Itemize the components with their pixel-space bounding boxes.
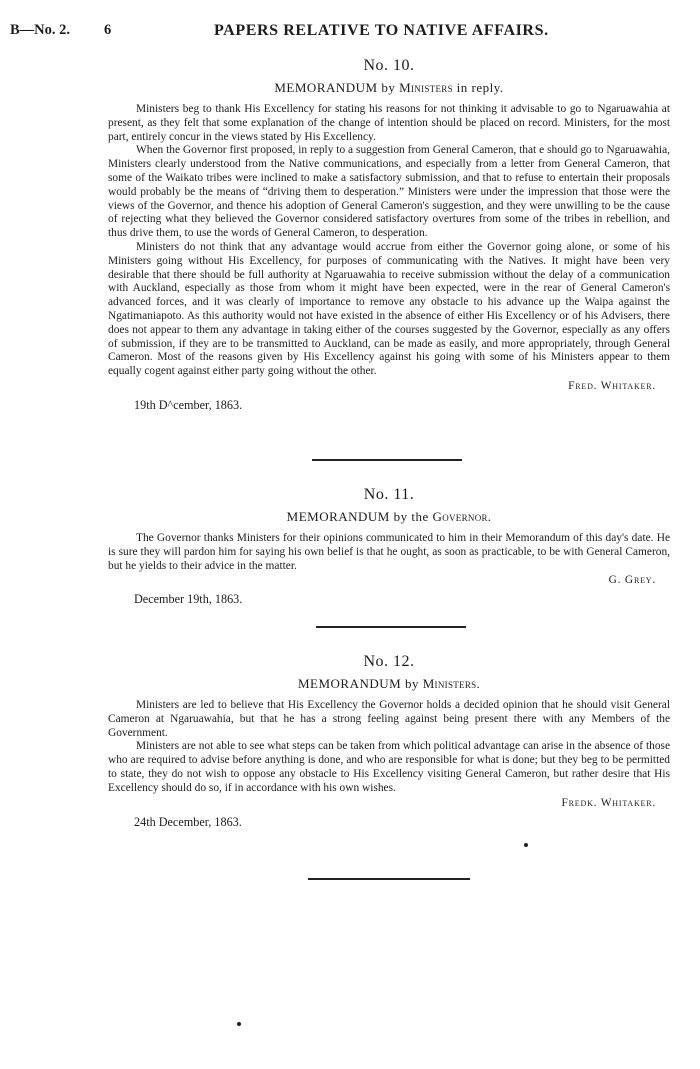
- memo-heading-prefix: MEMORANDUM by: [274, 80, 396, 95]
- paragraph: Ministers are led to believe that His Excellency the Governor holds a decided opinion that he should visit General Cameron at Ngaruawahia, but that he has a strong feeling against being present there with any Members of the Government.: [108, 699, 670, 739]
- signature: Fredk. Whitaker.: [561, 796, 656, 809]
- signature: G. Grey.: [608, 574, 656, 587]
- memo-heading-author: Governor.: [432, 509, 492, 524]
- memo-date: 19th D^cember, 1863.: [134, 397, 243, 412]
- memo-date: 24th December, 1863.: [134, 814, 242, 829]
- memo-heading: [108, 80, 670, 96]
- paragraph: The Governor thanks Ministers for their opinions communicated to him in their Memorandum of this day's date. He is sure they will pardon him for saying his own belief is that he ought, as soon as practicable, to be with General Cameron, but he yields to their advice in the matter.: [108, 532, 670, 572]
- memorandum-no-10: [108, 57, 670, 413]
- memo-heading-author: Ministers: [399, 80, 453, 95]
- print-speck: [524, 843, 528, 847]
- section-divider: [312, 459, 462, 461]
- paragraph: Ministers beg to thank His Excellency for stating his reasons for not thinking it advisable to go to Ngaruawahia at present, as they felt that some explanation of the change of intention should be placed on record. Ministers, for the most part, entirely concur in the views stated by His Excellency.: [108, 103, 670, 143]
- memo-heading: [108, 509, 670, 525]
- page-number: 6: [104, 22, 112, 38]
- section-divider: [308, 878, 470, 880]
- paragraph: Ministers do not think that any advantage would accrue from either the Governor going alone, or some of his Ministers going without His Excellency, for purposes of communicating with the Natives. It might have been very desirable that there should be full authority at Ngaruawahia to receive submission without the delay of a communication with Auckland, especially as those from whom it might have been expected, were in the rear of General Cameron's advanced forces, and it was clearly of importance to remove any obstacle to his advance up the Waipa against the Ngatimaniapoto. As this authority would not have existed in the absence of either His Excellency or of his Advisers, there does not appear to them any advantage in taking either of the courses suggested by the Governor, especially as any offers of submission, if they are to be transmitted to Auckland, can be made as easily, and more appropriately, through General Cameron. Most of the reasons given by His Excellency against his going with some of his Ministers appear to them equally cogent against either party going without the other.: [108, 240, 670, 378]
- memo-heading-suffix: in reply.: [456, 80, 504, 95]
- running-title: PAPERS RELATIVE TO NATIVE AFFAIRS.: [214, 22, 549, 39]
- memo-number: No. 10.: [363, 57, 415, 74]
- paragraph: When the Governor first proposed, in reply to a suggestion from General Cameron, that e should go to Ngaruawahia, Ministers clearly understood from the Native communications, and especially from a letter from General Cameron, that some of the Waikato tribes were inclined to make a satisfactory submission, and that to refuse to entertain their proposals would probably be the means of “driving them to desperation.” Ministers were under the impression that those were the views of the Governor, and thence his adoption of General Cameron's suggestion, and they were unwilling to be the cause of rejecting what they believed the Governor considered satisfactory overtures from some of the tribes in rebellion, and thus drive them, to use the words of General Cameron, to desperation.: [108, 144, 670, 240]
- memo-number: No. 11.: [363, 486, 415, 503]
- signature: Fred. Whitaker.: [568, 379, 656, 392]
- section-divider: [316, 626, 466, 628]
- memo-date: December 19th, 1863.: [134, 592, 243, 607]
- memo-heading-prefix: MEMORANDUM by: [297, 676, 419, 691]
- print-speck: [237, 1022, 241, 1026]
- memo-number: No. 12.: [363, 653, 415, 670]
- memorandum-no-11: [108, 486, 670, 607]
- memo-heading-author: Ministers.: [422, 676, 481, 691]
- memo-heading: [108, 676, 670, 692]
- paragraph: Ministers are not able to see what steps can be taken from which political advantage can arise in the absence of those who are required to advise before anything is done, and who are responsible for what is done; but they beg to be permitted to state, they do not wish to oppose any obstacle to His Excellency visiting General Cameron, but rather desire that His Excellency should do so, if in accordance with his own wishes.: [108, 740, 670, 794]
- memorandum-no-12: [108, 653, 670, 830]
- page-header: [0, 22, 700, 42]
- memo-heading-prefix: MEMORANDUM by the: [286, 509, 429, 524]
- document-reference: B—No. 2.: [10, 22, 71, 38]
